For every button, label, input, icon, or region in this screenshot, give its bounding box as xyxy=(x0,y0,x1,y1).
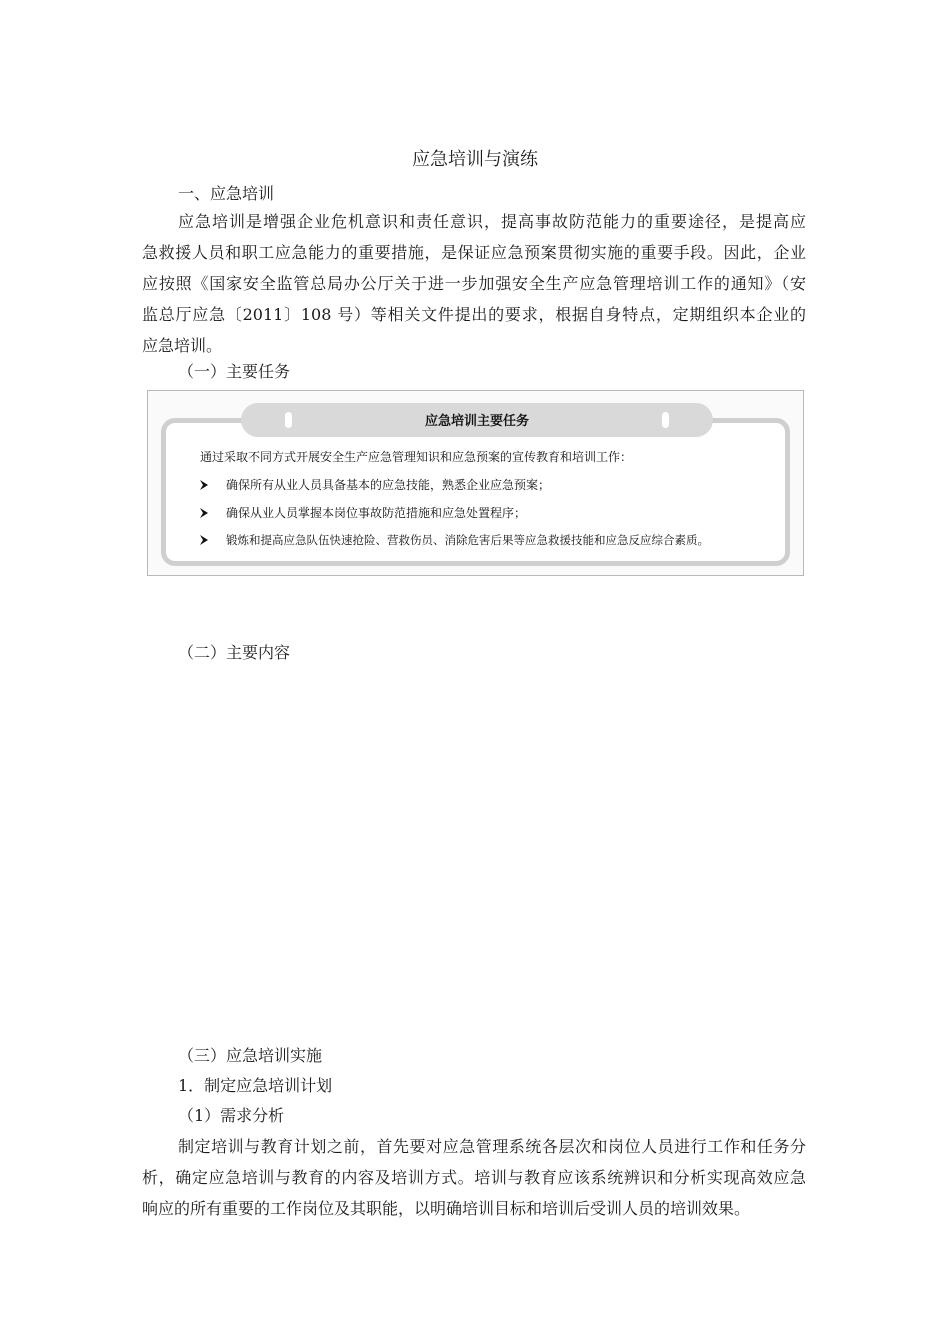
training-tasks-figure xyxy=(147,390,804,576)
subsection-heading: （三）应急培训实施 xyxy=(178,1046,323,1065)
paragraph-line: 应急培训是增强企业危机意识和责任意识，提高事故防范能力的重要途径，是提高应 xyxy=(178,212,806,231)
figure-list-item: 锻炼和提高应急队伍快速抢险、营救伤员、消除危害后果等应急救援技能和应急反应综合素质。 xyxy=(226,533,709,547)
figure-header xyxy=(241,403,713,437)
numbered-subheading: （1）需求分析 xyxy=(178,1106,285,1125)
paragraph-line: 响应的所有重要的工作岗位及其职能，以明确培训目标和培训后受训人员的培训效果。 xyxy=(142,1199,751,1218)
paragraph-line: 急救援人员和职工应急能力的重要措施，是保证应急预案贯彻实施的重要手段。因此，企业 xyxy=(142,243,806,262)
paragraph-line: 应按照《国家安全监管总局办公厅关于进一步加强安全生产应急管理培训工作的通知》（安 xyxy=(142,274,806,293)
paragraph-line: 应急培训。 xyxy=(142,336,223,355)
subsection-heading: （一）主要任务 xyxy=(178,362,291,381)
section-heading: 一、应急培训 xyxy=(178,184,275,203)
paragraph-line: 监总厅应急〔2011〕108 号）等相关文件提出的要求，根据自身特点，定期组织本企业的 xyxy=(142,305,806,324)
arrow-bullet-icon xyxy=(198,534,210,546)
figure-list-item: 确保从业人员掌握本岗位事故防范措施和应急处置程序； xyxy=(226,506,527,520)
paragraph-line: 制定培训与教育计划之前，首先要对应急管理系统各层次和岗位人员进行工作和任务分 xyxy=(178,1137,806,1156)
paragraph-line: 析，确定应急培训与教育的内容及培训方式。培训与教育应该系统辨识和分析实现高效应急 xyxy=(142,1168,806,1187)
arrow-bullet-icon xyxy=(198,479,210,491)
figure-title: 应急培训主要任务 xyxy=(424,414,529,429)
figure-intro: 通过采取不同方式开展安全生产应急管理知识和应急预案的宣传教育和培训工作： xyxy=(200,450,633,464)
figure-list-item: 确保所有从业人员具备基本的应急技能，熟悉企业应急预案； xyxy=(226,478,551,492)
page-title: 应急培训与演练 xyxy=(412,149,538,170)
subsection-heading: （二）主要内容 xyxy=(178,643,291,662)
arrow-bullet-icon xyxy=(198,507,210,519)
numbered-heading: 1．制定应急培训计划 xyxy=(178,1076,333,1095)
